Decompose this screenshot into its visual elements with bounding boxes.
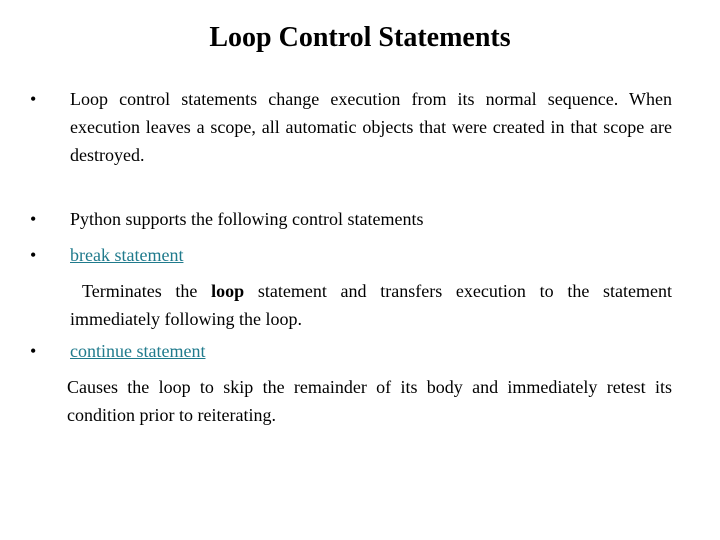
- bullet-icon: •: [30, 209, 37, 229]
- intro-text: Loop control statements change execution from its normal sequence. When execution leaves a scope, all automatic objects that were created in that scope are destroyed.: [70, 89, 672, 165]
- continue-description: Causes the loop to skip the remainder of its body and immediately retest its condition prior to reiterating.: [67, 377, 672, 425]
- bullet-icon: •: [30, 341, 37, 361]
- break-desc-before: Terminates the: [82, 281, 212, 301]
- break-desc-bold: loop: [211, 281, 245, 301]
- python-supports-text: Python supports the following control statements: [70, 209, 424, 229]
- bullet-continue: [30, 337, 672, 365]
- break-statement-link[interactable]: break statement: [70, 245, 184, 265]
- bullet-break: [30, 241, 672, 269]
- slide-title: Loop Control Statements: [209, 22, 511, 53]
- bullet-python-supports: [30, 205, 672, 233]
- continue-statement-link[interactable]: continue statement: [70, 341, 206, 361]
- break-desc-after: statement and transfers execution to the statement immediately following the loop.: [70, 281, 672, 329]
- bullet-intro: [30, 85, 672, 169]
- bullet-icon: •: [30, 245, 37, 265]
- break-description: [70, 277, 672, 333]
- bullet-icon: •: [30, 89, 37, 109]
